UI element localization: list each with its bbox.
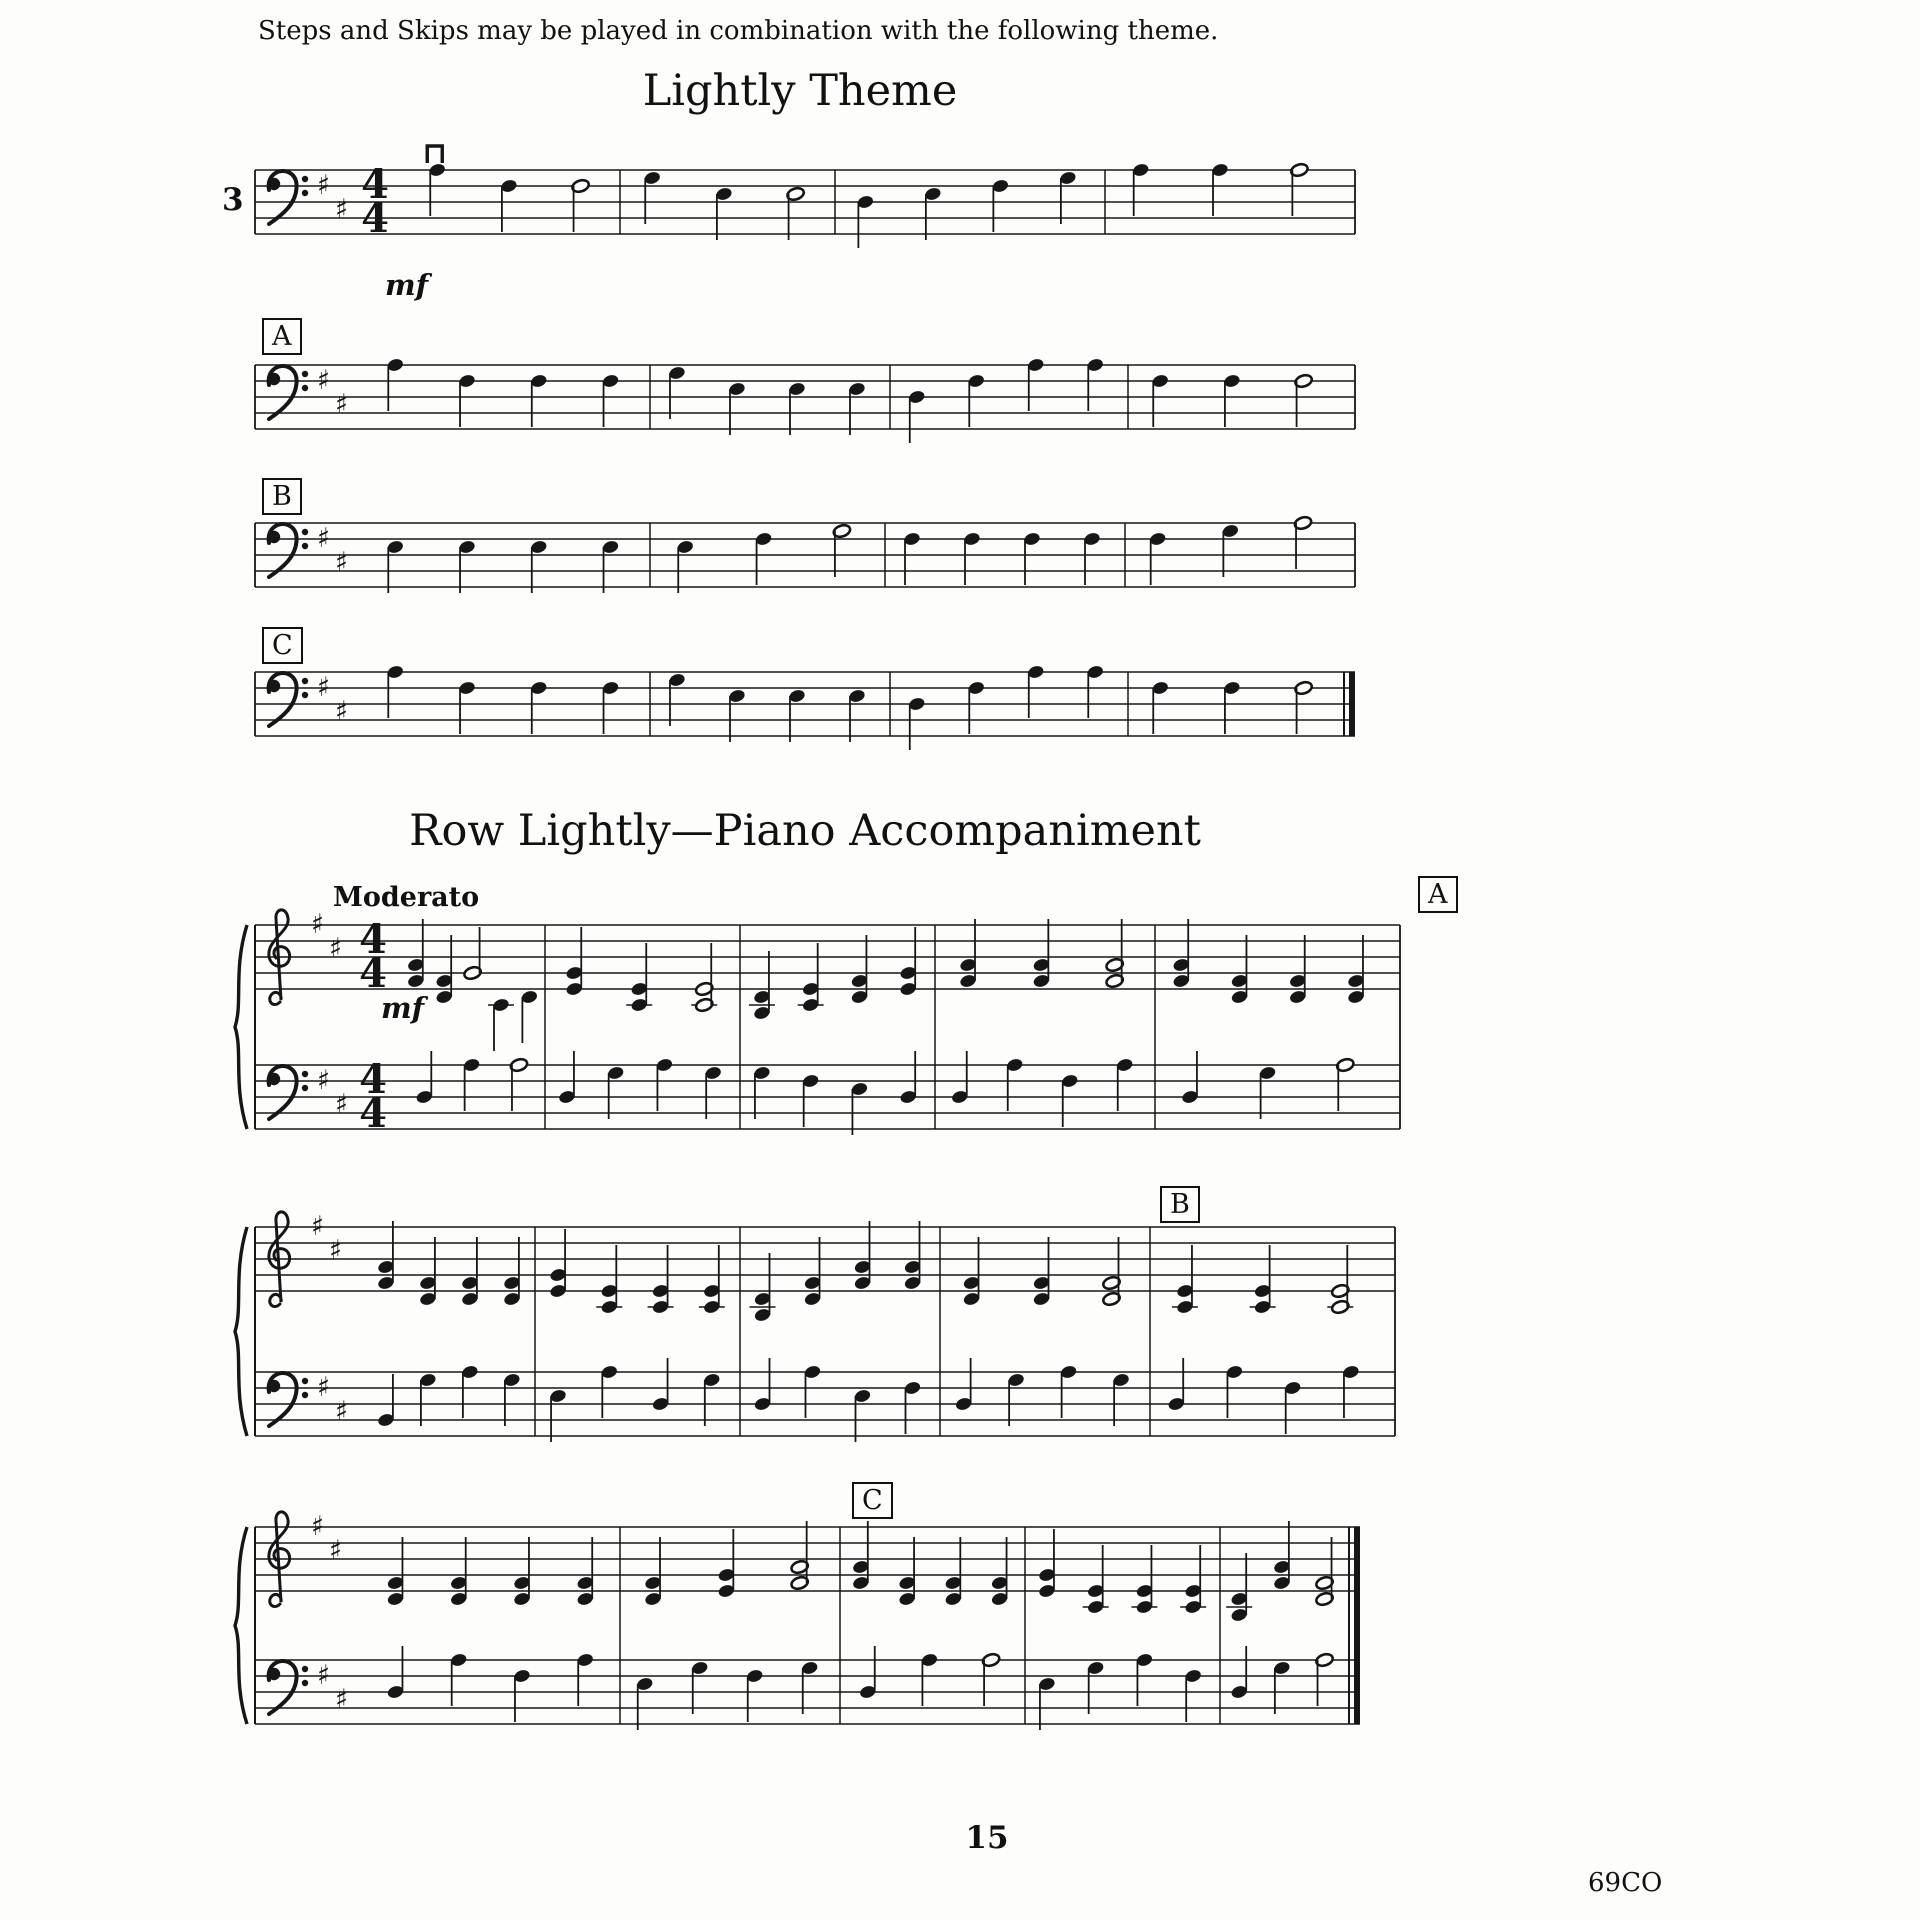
tempo-marking: Moderato (333, 882, 480, 913)
rehearsal-mark-piano-c: C (852, 1482, 893, 1519)
staff-number-label: 3 (222, 182, 244, 218)
svg-text:♯: ♯ (311, 909, 325, 940)
svg-text:♯: ♯ (335, 1396, 349, 1427)
svg-text:4: 4 (359, 916, 387, 963)
rehearsal-mark-c: C (262, 627, 303, 664)
svg-text:4: 4 (359, 1090, 387, 1137)
page-number: 15 (965, 1820, 1009, 1856)
svg-text:♯: ♯ (317, 672, 331, 703)
svg-text:4: 4 (361, 195, 389, 242)
svg-text:♯: ♯ (317, 1065, 331, 1096)
dynamic-marking: mf (385, 268, 429, 302)
svg-text:♯: ♯ (317, 523, 331, 554)
svg-text:♯: ♯ (335, 389, 349, 420)
svg-text:♯: ♯ (335, 1684, 349, 1715)
svg-text:♯: ♯ (329, 1535, 343, 1566)
svg-text:♯: ♯ (311, 1511, 325, 1542)
svg-text:♯: ♯ (317, 1660, 331, 1691)
header-note: Steps and Skips may be played in combination with the following theme. (258, 16, 1219, 46)
rehearsal-mark-a: A (262, 318, 302, 355)
svg-text:♯: ♯ (317, 170, 331, 201)
rehearsal-mark-piano-b: B (1160, 1186, 1200, 1223)
catalog-number: 69CO (1588, 1868, 1663, 1898)
rehearsal-mark-piano-a: A (1418, 876, 1458, 913)
svg-text:♯: ♯ (329, 933, 343, 964)
accompaniment-title: Row Lightly—Piano Accompaniment (409, 806, 1201, 856)
svg-text:♯: ♯ (335, 696, 349, 727)
svg-text:♯: ♯ (335, 194, 349, 225)
dynamic-marking-piano: mf (381, 991, 425, 1025)
svg-text:♯: ♯ (317, 365, 331, 396)
svg-text:4: 4 (359, 950, 387, 997)
svg-text:♯: ♯ (335, 1089, 349, 1120)
svg-text:♯: ♯ (317, 1372, 331, 1403)
rehearsal-mark-b: B (262, 478, 302, 515)
svg-text:♯: ♯ (329, 1235, 343, 1266)
svg-text:♯: ♯ (335, 547, 349, 578)
theme-title: Lightly Theme (642, 66, 958, 116)
svg-text:4: 4 (361, 161, 389, 208)
svg-text:♯: ♯ (311, 1211, 325, 1242)
svg-text:4: 4 (359, 1056, 387, 1103)
